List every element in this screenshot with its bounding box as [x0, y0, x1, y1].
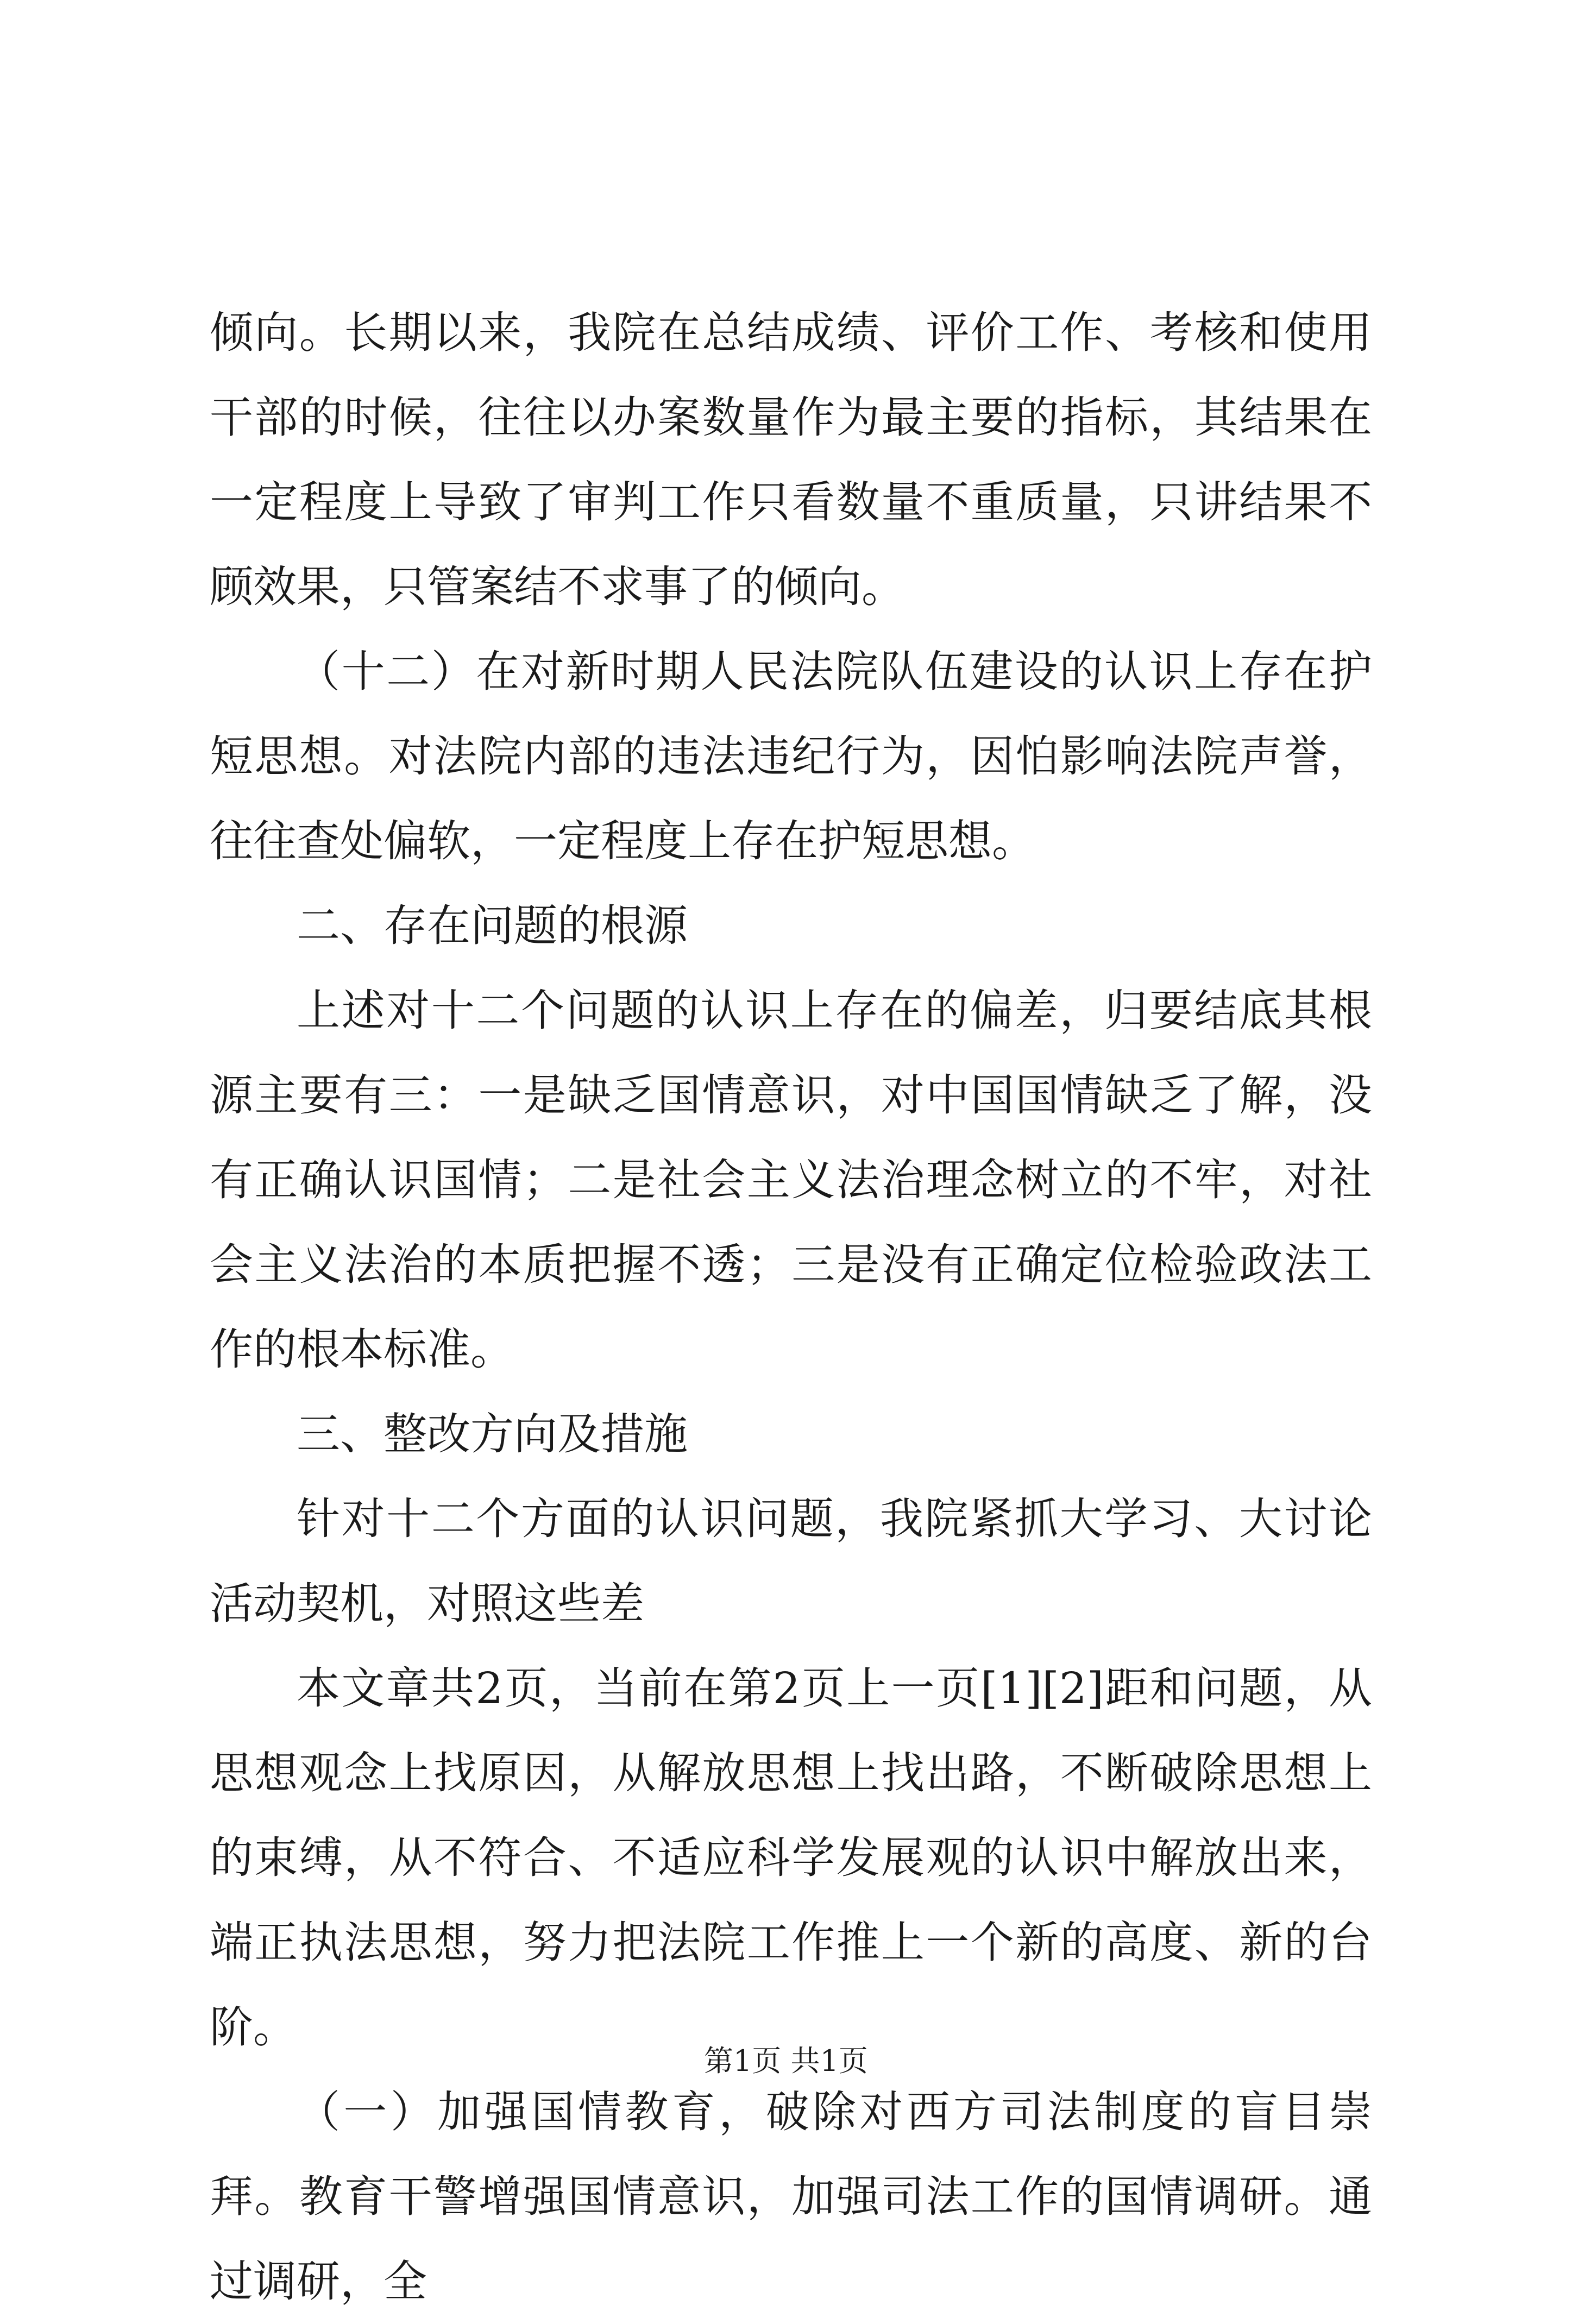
- paragraph-continuation: 倾向。长期以来，我院在总结成绩、评价工作、考核和使用干部的时候，往往以办案数量作为最主要的指标，其结果在一定程度上导致了审判工作只看数量不重质量，只讲结果不顾效果，只管案结不求事了的倾向。: [210, 307, 1372, 612]
- paragraph-root-causes: 上述对十二个问题的认识上存在的偏差，归要结底其根源主要有三：一是缺乏国情意识，对中国国情缺乏了解，没有正确认识国情；二是社会主义法治理念树立的不牢，对社会主义法治的本质把握不透；三是没有正确定位检验政法工作的根本标准。: [210, 985, 1372, 1375]
- paragraph-measure-1: （一）加强国情教育，破除对西方司法制度的盲目崇拜。教育干警增强国情意识，加强司法工作的国情调研。通过调研，全: [210, 2087, 1372, 2307]
- section-heading-3: 三、整改方向及措施: [297, 1409, 688, 1459]
- paragraph-rectification-intro: 针对十二个方面的认识问题，我院紧抓大学习、大讨论活动契机，对照这些差: [210, 1494, 1372, 1629]
- paragraph-pagination-continuation: 本文章共2页，当前在第2页上一页[1][2]距和问题，从思想观念上找原因，从解放思想上找出路，不断破除思想上的束缚，从不符合、不适应科学发展观的认识中解放出来，端正执法思想，努力把法院工作推上一个新的高度、新的台阶。: [210, 1663, 1372, 2052]
- section-heading-2: 二、存在问题的根源: [297, 900, 688, 951]
- paragraph-item-12: （十二）在对新时期人民法院队伍建设的认识上存在护短思想。对法院内部的违法违纪行为，因怕影响法院声誉，往往查处偏软，一定程度上存在护短思想。: [210, 646, 1372, 866]
- document-body: [210, 291, 1372, 2324]
- page-footer: 第1页 共1页: [704, 2044, 868, 2078]
